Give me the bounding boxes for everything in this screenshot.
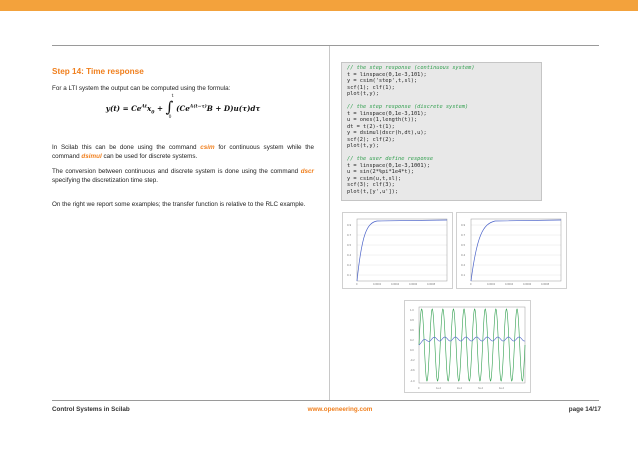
- formula-integrand: $(Ce^{A(t-\tau)}B + D)u(\tau)d\tau$: [176, 104, 261, 113]
- svg-text:0.6: 0.6: [410, 329, 414, 332]
- integral-sign: ∫ t 0: [165, 94, 174, 120]
- svg-text:0.0004: 0.0004: [391, 283, 400, 286]
- sine-response-chart: [405, 301, 530, 392]
- keyword-dscr: dscr: [300, 168, 315, 176]
- svg-text:0.4: 0.4: [347, 254, 352, 257]
- code-line: plot(t,[y',u']);: [347, 188, 399, 195]
- svg-text:0.7: 0.7: [347, 234, 352, 237]
- footer-doc-title: Control Systems in Scilab: [52, 406, 130, 413]
- svg-text:0.0002: 0.0002: [487, 283, 496, 286]
- code-line: y = csim('step',t,sl);: [347, 78, 418, 84]
- code-line: scf(3); clf(3);: [347, 182, 395, 188]
- text-column: [52, 66, 314, 93]
- svg-text:0.1: 0.1: [461, 274, 466, 277]
- input-sine-series: [419, 309, 525, 381]
- footer-website-link[interactable]: www.openeering.com: [307, 406, 373, 413]
- svg-text:0.5: 0.5: [461, 244, 466, 247]
- svg-text:0.9: 0.9: [347, 224, 352, 227]
- svg-text:0.0008: 0.0008: [541, 283, 550, 286]
- plot-sine-response: [404, 300, 531, 393]
- svg-text:0.0: 0.0: [410, 349, 414, 352]
- code-block: [341, 62, 542, 201]
- keyword-dsimul: dsimul: [81, 153, 102, 161]
- code-line: t = linspace(0,1e-3,101);: [347, 71, 427, 78]
- svg-text:1e-4: 1e-4: [436, 387, 441, 390]
- discrete-response-chart: [457, 213, 566, 288]
- plot-continuous-step: [342, 212, 453, 289]
- plot-discrete-step: [456, 212, 567, 289]
- svg-text:-1.0: -1.0: [410, 380, 415, 383]
- paragraph-conversion: The conversion between continuous and discrete system is done using the command dscr specifying the discretization time step.: [52, 168, 315, 185]
- formula-lhs: $y(t) = Ce^{At}x_0$ +: [105, 104, 164, 116]
- svg-text:0.4: 0.4: [461, 254, 466, 257]
- footer-page-number: page 14/17: [568, 406, 601, 413]
- code-comment: // the step response (continuous system): [347, 65, 475, 71]
- svg-text:0.8: 0.8: [410, 319, 414, 322]
- svg-text:-0.6: -0.6: [410, 369, 415, 372]
- svg-text:0: 0: [356, 283, 358, 286]
- svg-text:0.0002: 0.0002: [373, 283, 382, 286]
- svg-text:2e-4: 2e-4: [457, 387, 462, 390]
- footer-rule: [52, 400, 599, 401]
- code-line: plot(t,y);: [347, 91, 379, 97]
- svg-text:0.0008: 0.0008: [427, 283, 436, 286]
- keyword-csim: csim: [200, 144, 215, 151]
- svg-text:4e-4: 4e-4: [499, 387, 504, 390]
- code-line: y = dsimul(dscr(h,dt),u);: [347, 130, 427, 136]
- code-line: u = sin(2*%pi*1e4*t);: [347, 169, 414, 175]
- svg-text:0.9: 0.9: [461, 224, 466, 227]
- code-comment: // the step response (discrete system): [347, 104, 469, 110]
- code-line: y = csim(u,t,sl);: [347, 175, 402, 182]
- code-line: scf(2); clf(2);: [347, 136, 395, 143]
- column-divider: [329, 46, 330, 400]
- lti-output-formula: [52, 94, 314, 122]
- code-line: scf(1); clf(1);: [347, 84, 395, 91]
- svg-text:1.0: 1.0: [410, 309, 414, 312]
- svg-text:0: 0: [418, 387, 420, 390]
- svg-text:3e-4: 3e-4: [478, 387, 483, 390]
- explanation-text: [52, 143, 314, 209]
- svg-text:0.5: 0.5: [347, 244, 352, 247]
- paragraph-examples: On the right we report some examples; the transfer function is relative to the RLC example.: [52, 200, 306, 208]
- code-line: t = linspace(0,1e-3,1001);: [347, 162, 430, 169]
- code-line: dt = t(2)-t(1);: [347, 123, 395, 130]
- svg-text:0.7: 0.7: [461, 234, 466, 237]
- intro-text: For a LTI system the output can be computed using the formula:: [52, 84, 231, 92]
- svg-text:0: 0: [470, 283, 472, 286]
- svg-text:0.2: 0.2: [347, 264, 352, 267]
- code-comment: // the user define response: [347, 156, 434, 162]
- svg-text:0.2: 0.2: [461, 264, 466, 267]
- code-line: u = ones(1,length(t));: [347, 117, 418, 123]
- top-accent-bar: [0, 0, 638, 11]
- svg-text:0.0004: 0.0004: [505, 283, 514, 286]
- svg-text:-0.2: -0.2: [410, 359, 415, 362]
- code-line: t = linspace(0,1e-3,101);: [347, 110, 427, 117]
- code-line: plot(t,y);: [347, 143, 379, 149]
- header-rule: [52, 45, 599, 46]
- svg-text:0.2: 0.2: [410, 339, 414, 342]
- paragraph-commands: In Scilab this can be done using the command csim for continuous system while the command dsimul can be used for discrete systems.: [52, 144, 315, 161]
- svg-text:0.0006: 0.0006: [409, 283, 418, 286]
- step-response-chart: [343, 213, 452, 288]
- step-title: Step 14: Time response: [52, 67, 144, 76]
- svg-text:0.1: 0.1: [347, 274, 352, 277]
- svg-text:0.0006: 0.0006: [523, 283, 532, 286]
